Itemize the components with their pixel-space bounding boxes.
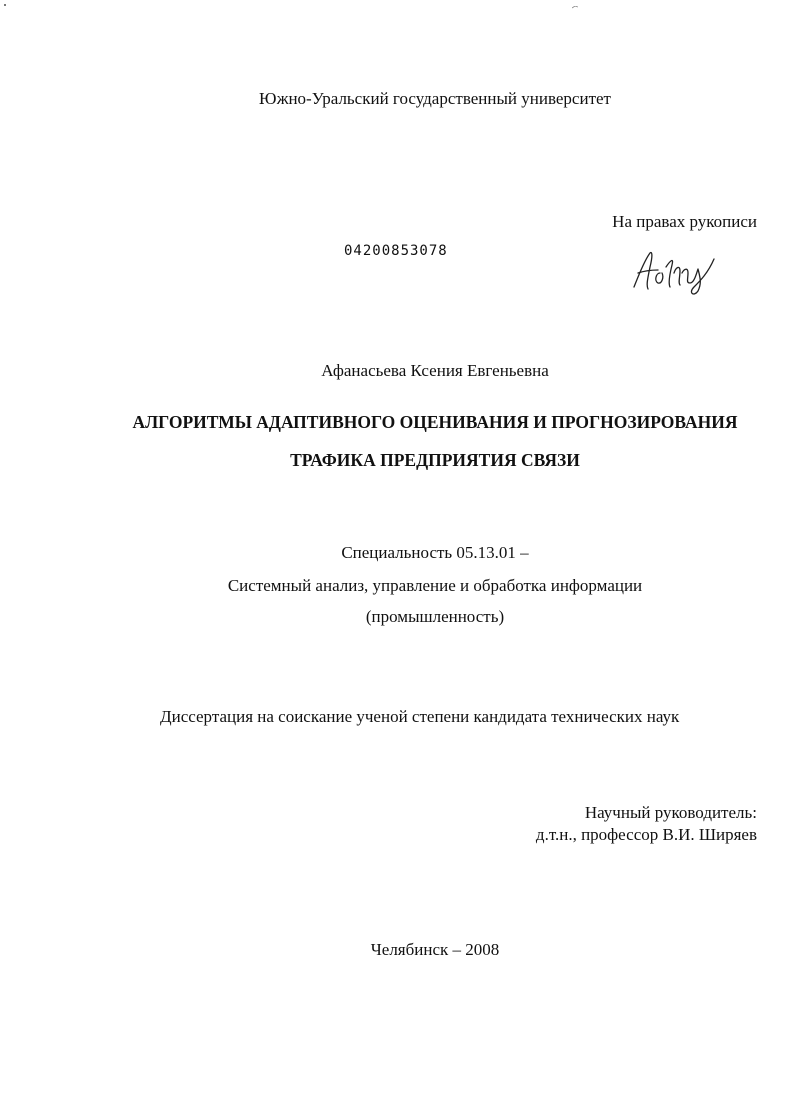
rights-notice: На правах рукописи	[612, 212, 757, 231]
author-signature	[628, 243, 724, 295]
thesis-title-line-1: АЛГОРИТМЫ АДАПТИВНОГО ОЦЕНИВАНИЯ И ПРОГНОЗИРОВАНИЯ	[132, 412, 738, 432]
specialty-name: Системный анализ, управление и обработка информации	[227, 576, 643, 595]
author-name: Афанасьева Ксения Евгеньевна	[321, 361, 549, 380]
specialty-code: Специальность 05.13.01 –	[341, 543, 529, 562]
scan-mark	[572, 6, 578, 9]
university-name: Южно-Уральский государственный университет	[259, 89, 611, 108]
advisor-label: Научный руководитель:	[584, 803, 757, 822]
city-year: Челябинск – 2008	[370, 940, 500, 959]
thesis-title-line-2: ТРАФИКА ПРЕДПРИЯТИЯ СВЯЗИ	[290, 450, 580, 470]
degree-statement: Диссертация на соискание ученой степени кандидата технических наук	[160, 707, 680, 726]
advisor-name: д.т.н., профессор В.И. Ширяев	[535, 825, 757, 844]
catalog-number: 04200853078	[344, 243, 448, 259]
scan-speck	[4, 4, 6, 6]
specialty-field: (промышленность)	[365, 607, 505, 626]
